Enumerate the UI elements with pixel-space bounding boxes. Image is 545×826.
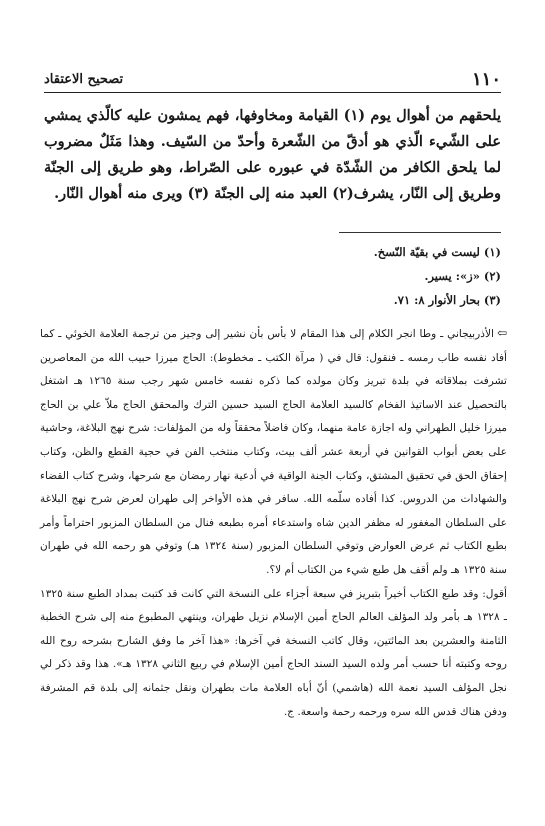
commentary-paragraph-1 <box>40 322 507 583</box>
footnotes <box>44 240 501 312</box>
commentary-paragraph-2: أقول: وقد طبع الكتاب أخيراً بتبريز في سبعة أجزاء على النسخة التي كانت قد كتبت بمداد الطبع سنة ١٣٢٥ ـ ١٣٢٨ هـ بأمر ولد المؤلف العالم الحاج أمين الإسلام نزيل طهران، وينتهي المطبوع منه إلى شرح الخطبة الثامنة والعشرين بعد المائتين، وقال كاتب النسخة في آخرها: «هذا آخر ما وفق الشارح بشرحه روح الله روحه وكتبته أنا حسب أمر ولده السيد السند الحاج أمين الإسلام في ربيع الثاني ١٣٢٨ هـ». هذا وقد ذكر لي نجل المؤلف السيد نعمة الله (هاشمي) أنّ أباه العلامة مات بطهران ونقل جثمانه إلى بلدة قم المشرفة ودفن هناك قدس الله سره ورحمه رحمة واسعة. ج. <box>40 587 507 718</box>
commentary-text-1: الأذربيجاني ـ وطا انجر الكلام إلى هذا المقام لا بأس بأن نشير إلى وجيز من ترجمة العلامة الخوئي ـ كما أفاد نفسه طاب رمسه ـ فنقول: قال في ( مرآة الكتب ـ مخطوط): الحاج ميرزا حبيب الله من المعاصرين تشرفت بملاقاته في بلدة تبريز وكان مولده كما ذكره نفسه خامس شهر رجب سنة ١٢٦٥ هـ اشتغل بالتحصيل عند الاساتيذ الفخام كالسيد العلامة الحاج السيد حسين الترك والمحقق الحاج ملاّ علي بن الحاج ميرزا خليل الطهراني وله اجازة عامة منهما، وكان فاضلاً محققاً وله من المؤلفات: شرح نهج البلاغة، وحاشية على بعض أبواب القوانين في أربعة عشر ألف بيت، وكتاب منتخب الفن في حجية القطع والظن، وكتاب إحقاق الحق في تحقيق المشتق، وكتاب الجنة الواقية في أدعية نهار رمضان مع شرحها، وشرح كتاب القضاء والشهادات من الدروس. كذا أفاده سلّمه الله. سافر في هذه الأواخر إلى طهران لعرض شرح نهج البلاغة على السلطان المغفور له مظفر الدين شاه واستدعاء أمره بطبعه فنال من السلطان المزبور احتراماً وأمر بطبع الكتاب ثم عرض العوارض وتوفي السلطان المزبور (سنة ١٣٢٤ هـ) وتوفي هو رحمه الله في طهران سنة ١٣٢٥ هـ ولم أقف هل طبع شيء من الكتاب أم لا؟. <box>40 328 508 576</box>
running-title: تصحيح الاعتقاد <box>44 72 124 87</box>
commentary-block <box>40 322 507 724</box>
main-text-block <box>44 103 501 207</box>
footnote-3: (٣) بحار الأنوار ٨: ٧١. <box>393 293 501 307</box>
page-number: ١١٠ <box>471 69 501 90</box>
main-paragraph: يلحقهم من أهوال يوم (١) القيامة ومخاوفها، فهم يمشون عليه كالّذي يمشي على الشّيء الّذي هو أدقّ من الشّعرة وأحدّ من السّيف. وهذا مَثَلٌ مضروب لما يلحق الكافر من الشّدّة في عبوره على الصّراط، وهو طريق إلى الجنّة وطريق إلى النّار، يشرف(٢) العبد منه إلى الجنّة (٣) ويرى منه أهوال النّار. <box>44 107 501 202</box>
footnote-1: (١) ليست في بقيّة النّسخ. <box>373 245 501 259</box>
footnote-separator <box>339 232 501 233</box>
hand-arrow-icon: ⇦ <box>496 326 507 340</box>
footnote-2: (٢) «ز»: يسير. <box>424 269 501 283</box>
page-header <box>44 70 501 93</box>
